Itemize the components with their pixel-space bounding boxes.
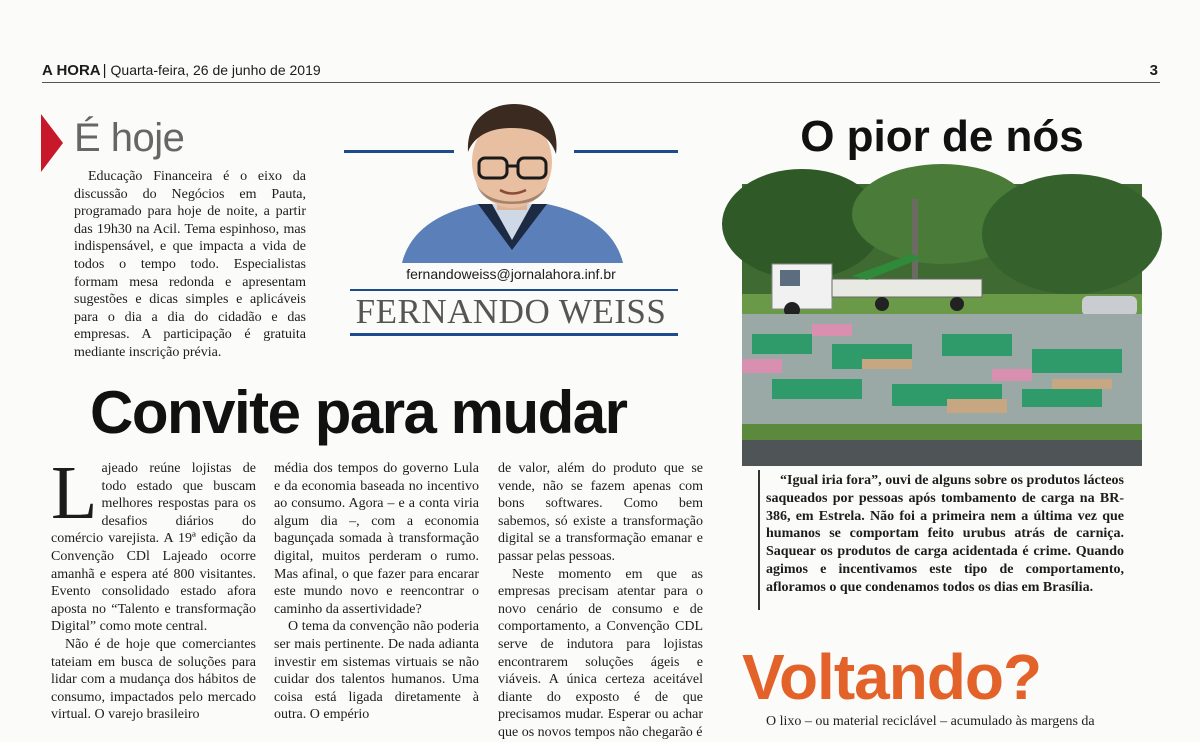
publication-date: Quarta-feira, 26 de junho de 2019 <box>110 62 321 78</box>
next-story-title: Voltando? <box>742 641 1042 713</box>
article-paragraph <box>51 451 256 636</box>
author-name-rule-bottom <box>350 333 678 336</box>
sidebar-note-body: Educação Financeira é o eixo da discussão do Negócios em Pauta, programado para hoje de noite, a partir das 19h30 na Acil. Tema espinhoso, mas indispensável, e que impacta a vida de todos o tempo todo. Especialistas formam mesa redonda e apresentam sugestões e dicas simples e aplicáveis para o dia a dia do cidadão e das empresas. A participação é gratuita mediante inscrição prévia. <box>74 169 306 360</box>
photo-caption: “Igual iria fora”, ouvi de alguns sobre os produtos lácteos saqueados por pessoas após tombamento de carga na BR-386, em Estrela. Não foi a primeira nem a última vez que humanos se comportam feito urubus atrás de carniça. Saquear os produtos de carga acidentada é crime. Quando agimos e incentivamos este tipo de comportamento, afloramos o que condenamos todos os dias em Brasília. <box>766 473 1124 595</box>
page-number: 3 <box>1149 62 1158 79</box>
article-column-2 <box>274 460 479 722</box>
paragraph-text: ajeado reúne lojistas de todo estado que buscam melhores respostas para os desafios diários do comércio varejista. A 19ª edição da Convenção CDl Lajeado ocorre amanhã e espera até 800 visitantes. Evento consolidado estado afora aposta no “Talento e transformação Digital” como mote central. <box>51 461 256 635</box>
sidebar-note-title: É hoje <box>74 116 185 160</box>
article-paragraph: média dos tempos do governo Lula e da economia baseada no incentivo ao consumo. Agora – e a conta viria algum dia –, com a economia bagunçada somada à transformação digital, muitos perderam o rumo. Mas afinal, o que fazer para encarar este mundo novo e reencontrar o caminho da assertividade? <box>274 461 479 617</box>
side-story-title: O pior de nós <box>800 112 1084 161</box>
next-story-lead: O lixo – ou material reciclável – acumulado às margens da <box>766 714 1095 729</box>
article-column-3 <box>498 460 703 740</box>
author-name-rule-top <box>350 289 678 291</box>
page-header <box>42 62 1160 83</box>
article-column-1 <box>51 451 256 723</box>
header-separator: | <box>102 62 107 79</box>
accident-photo <box>742 184 1142 466</box>
article-paragraph: Não é de hoje que comerciantes tateiam em busca de soluções para lidar com a mudança dos hábitos de consumo, impactados pelo mercado virtual. O varejo brasileiro <box>51 636 256 723</box>
publication-name: A HORA <box>42 62 101 79</box>
caption-rule <box>758 470 760 610</box>
author-photo <box>400 100 625 263</box>
drop-cap: L <box>51 451 98 535</box>
author-name: FERNANDO WEISS <box>355 292 667 331</box>
red-triangle-marker <box>41 114 63 172</box>
article-paragraph: Neste momento em que as empresas precisam atentar para o novo cenário de consumo e de comportamento, a Convenção CDL serve de indutora para lojistas encontrarem soluções ágeis e viáveis. A única certeza aceitável diante do exposto é de que precisamos mudar. Esperar ou achar que os novos tempos não chegarão é <box>498 566 703 740</box>
article-paragraph: de valor, além do produto que se vende, não se fazem apenas com bons softwares. Como bem sabemos, só existe a transformação digital se a transformação emanar e passar pelas pessoas. <box>498 461 703 564</box>
author-email: fernandoweiss@jornalahora.inf.br <box>406 266 616 282</box>
article-headline: Convite para mudar <box>90 379 627 446</box>
article-paragraph: O tema da convenção não poderia ser mais pertinente. De nada adianta investir em sistemas virtuais se não cuidar dos talentos humanos. Uma coisa está ligada diretamente à outra. O empério <box>274 619 479 723</box>
